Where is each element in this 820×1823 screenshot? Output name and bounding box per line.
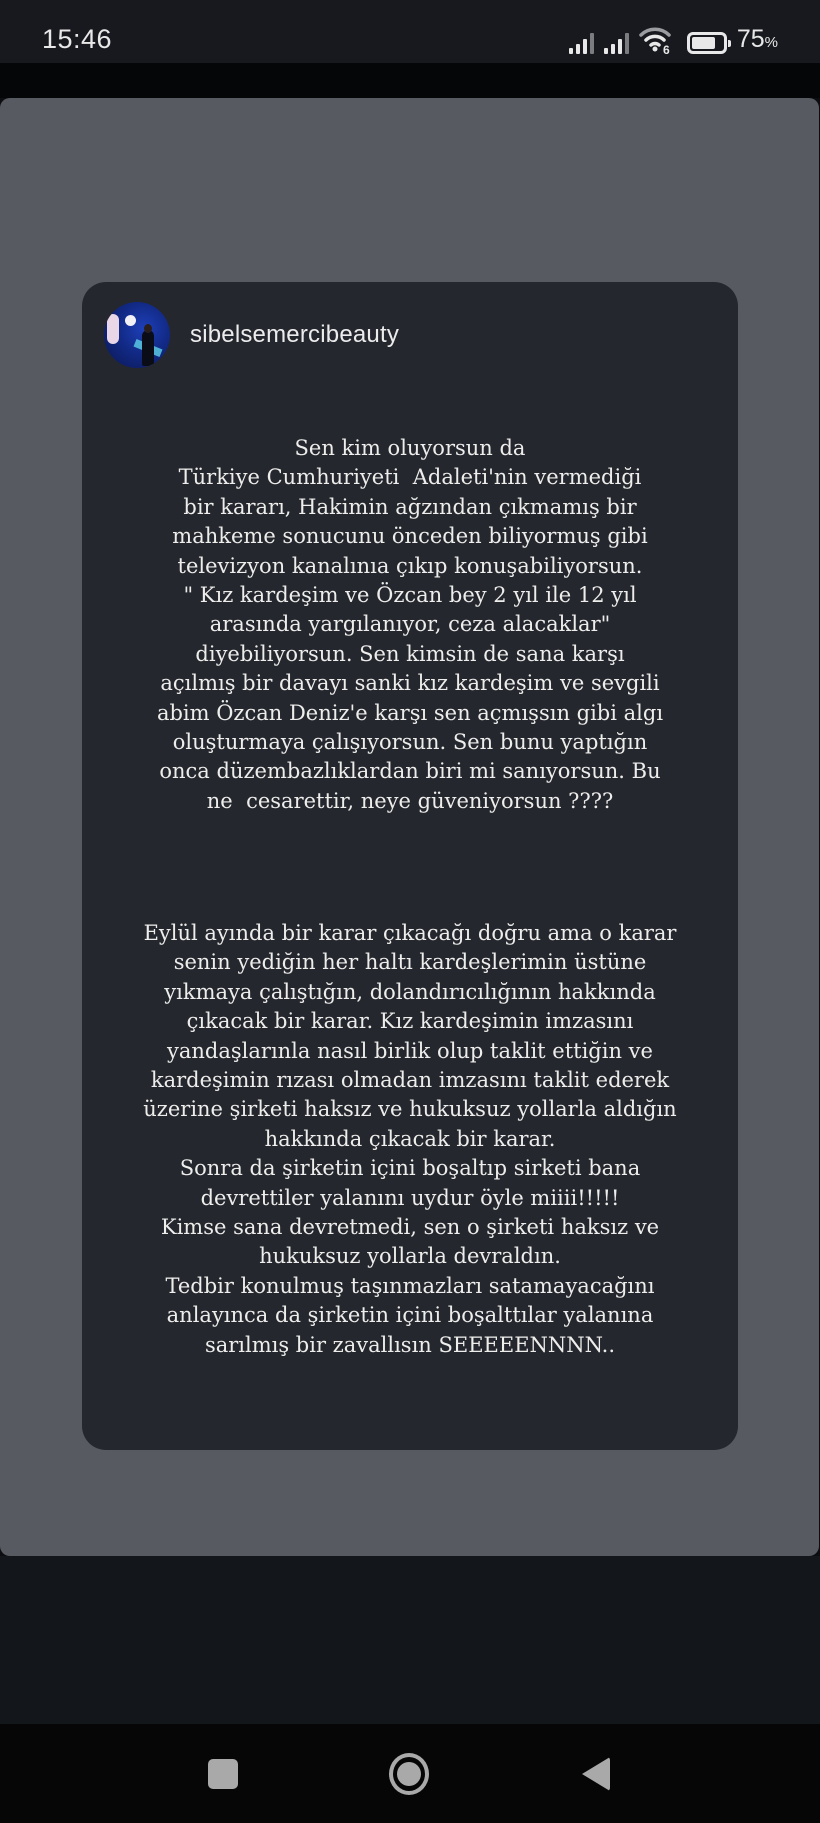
svg-text:6: 6 <box>662 43 670 54</box>
text-line: anlayınca da şirketin içini boşalttılar yalanına <box>166 1303 654 1328</box>
story-text-card <box>82 282 738 1450</box>
status-time: 15:46 <box>42 24 113 54</box>
text-line: hakkında çıkacak bir karar. <box>264 1126 556 1151</box>
text-line: devrettiler yalanını uydur öyle miiii!!!!! <box>200 1185 620 1210</box>
story-paragraph-2 <box>82 919 738 1360</box>
text-line: televizyon kanalınıa çıkıp konuşabiliyorsun. <box>177 553 643 578</box>
battery-percent: 75% <box>736 25 778 53</box>
text-line: hukuksuz yollarla devraldın. <box>259 1244 561 1269</box>
text-line: ne cesarettir, neye güveniyorsun ???? <box>206 788 614 813</box>
signal-icon <box>604 32 629 54</box>
text-line: mahkeme sonucunu önceden biliyormuş gibi <box>172 524 648 549</box>
text-line: Sonra da şirketin içini boşaltıp sirketi bana <box>179 1156 641 1181</box>
text-line: sarılmış bir zavallısın SEEEEENNNN.. <box>204 1332 616 1357</box>
story-paragraph-1 <box>82 434 738 816</box>
top-spacer <box>0 63 820 98</box>
recents-button[interactable] <box>203 1754 243 1794</box>
text-line: Sen kim oluyorsun da <box>294 436 526 460</box>
text-line: arasında yargılanıyor, ceza alacaklar" <box>209 612 611 637</box>
text-line: senin yediğin her haltı kardeşlerimin üstüne <box>173 950 647 975</box>
text-line: Tedbir konulmuş taşınmazları satamayacağını <box>165 1273 655 1298</box>
back-button[interactable] <box>576 1754 616 1794</box>
text-line: açılmış bir davayı sanki kız kardeşim ve sevgili <box>160 671 660 696</box>
text-line: diyebiliyorsun. Sen kimsin de sana karşı <box>195 641 625 666</box>
text-line: abim Özcan Deniz'e karşı sen açmışsın gibi algı <box>156 700 664 725</box>
bottom-spacer <box>0 1556 820 1724</box>
navigation-bar <box>0 1724 820 1823</box>
status-icons <box>569 26 778 54</box>
text-line: çıkacak bir karar. Kız kardeşimin imzasını <box>186 1009 634 1034</box>
text-line: üzerine şirketi haksız ve hukuksuz yollarla aldığın <box>143 1097 677 1122</box>
text-line: yandaşlarınla nasıl birlik olup taklit ettiğin ve <box>167 1038 653 1063</box>
text-line: yıkmaya çalıştığın, dolandırıcılığının hakkında <box>164 979 656 1004</box>
profile-header[interactable] <box>104 302 399 368</box>
avatar[interactable] <box>104 302 170 368</box>
signal-icon <box>569 32 594 54</box>
triangle-back-icon <box>582 1757 610 1791</box>
circle-home-icon <box>389 1753 429 1795</box>
text-line: oluşturmaya çalışıyorsun. Sen bunu yaptığın <box>172 730 648 755</box>
wifi-6-icon <box>639 24 673 54</box>
text-line: kardeşimin rızası olmadan imzasını taklit ederek <box>150 1068 670 1093</box>
text-line: Kimse sana devretmedi, sen o şirketi haksız ve <box>160 1215 660 1240</box>
text-line: bir kararı, Hakimin ağzından çıkmamış bir <box>183 494 637 519</box>
battery-icon <box>687 32 727 54</box>
username[interactable]: sibelsemercibeauty <box>190 321 400 348</box>
text-line: Eylül ayında bir karar çıkacağı doğru ama o karar <box>143 921 677 945</box>
text-line: " Kız kardeşim ve Özcan bey 2 yıl ile 12 yıl <box>183 583 637 608</box>
text-line: Türkiye Cumhuriyeti Adaleti'nin vermediği <box>178 465 642 490</box>
home-button[interactable] <box>389 1754 429 1794</box>
square-icon <box>208 1759 238 1789</box>
text-line: onca düzembazlıklardan biri mi sanıyorsun. Bu <box>159 759 661 784</box>
status-bar <box>0 0 820 63</box>
